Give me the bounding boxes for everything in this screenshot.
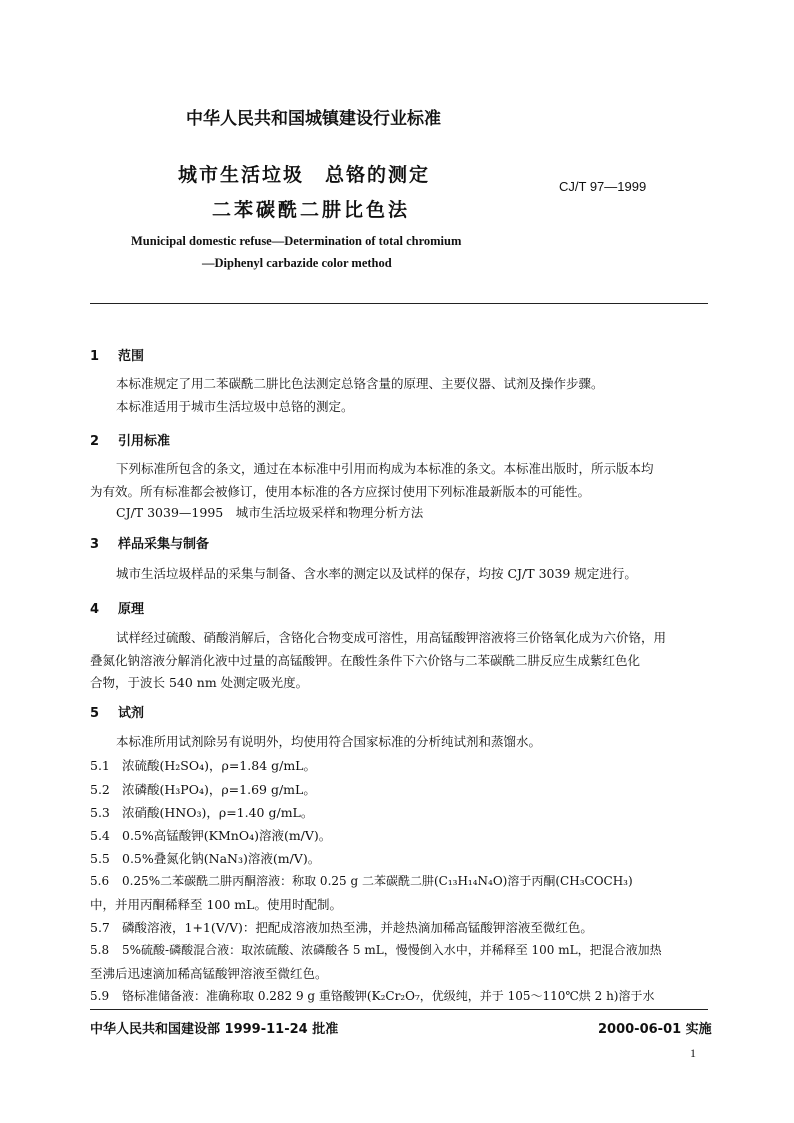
clause-text: 浓硫酸(H₂SO₄)，ρ=1.84 g/mL。 xyxy=(122,758,316,773)
clause-5-3 xyxy=(90,803,313,821)
clause-5-4 xyxy=(90,826,331,844)
section-number: 2 xyxy=(90,434,100,449)
section-title: 范围 xyxy=(118,349,145,364)
clause-text: 浓磷酸(H₃PO₄)，ρ=1.69 g/mL。 xyxy=(122,782,316,797)
section-4-line-2: 叠氮化钠溶液分解消化液中过量的高锰酸钾。在酸性条件下六价铬与二苯碳酰二肼反应生成紫红色化 xyxy=(90,653,641,668)
clause-5-5 xyxy=(90,849,320,867)
section-2-para-line-1: 下列标准所包含的条文，通过在本标准中引用而构成为本标准的条文。本标准出版时，所示版本均 xyxy=(116,461,654,476)
clause-5-7 xyxy=(90,918,593,936)
clause-text: 铬标准储备液：准确称取 0.282 9 g 重铬酸钾(K₂Cr₂O₇，优级纯，并于 105～110℃烘 2 h)溶于水 xyxy=(122,989,655,1003)
section-2-para-line-2: 为有效。所有标准都会被修订，使用本标准的各方应探讨使用下列标准最新版本的可能性。 xyxy=(90,484,591,499)
approval-line: 中华人民共和国建设部 1999-11-24 批准 xyxy=(90,1022,339,1037)
section-4-heading xyxy=(90,598,144,617)
section-number: 5 xyxy=(90,706,100,721)
referenced-standard: CJ/T 3039—1995 城市生活垃圾采样和物理分析方法 xyxy=(116,505,424,520)
section-4-line-3: 合物，于波长 540 nm 处测定吸光度。 xyxy=(90,675,309,690)
section-1-para-1: 本标准规定了用二苯碳酰二肼比色法测定总铬含量的原理、主要仪器、试剂及操作步骤。 xyxy=(116,376,604,391)
implementation-date: 2000-06-01 实施 xyxy=(598,1022,712,1037)
clause-5-6-cont: 中，并用丙酮稀释至 100 mL。使用时配制。 xyxy=(90,897,342,912)
clause-5-1 xyxy=(90,756,316,774)
clause-text: 浓硝酸(HNO₃)，ρ=1.40 g/mL。 xyxy=(122,805,314,820)
clause-number: 5.8 xyxy=(90,943,110,957)
clause-5-8 xyxy=(90,941,662,958)
clause-text: 0.5%高锰酸钾(KMnO₄)溶液(m/V)。 xyxy=(122,828,332,843)
english-title-line-2: —Diphenyl carbazide color method xyxy=(202,256,392,270)
clause-5-6 xyxy=(90,872,633,889)
standard-code: CJ/T 97—1999 xyxy=(559,179,647,194)
section-3-heading xyxy=(90,533,209,552)
clause-text: 5%硫酸-磷酸混合液：取浓硫酸、浓磷酸各 5 mL，慢慢倒入水中，并稀释至 100 mL，把混合液加热 xyxy=(122,943,662,957)
english-title-line-1: Municipal domestic refuse—Determination of total chromium xyxy=(131,234,462,248)
clause-text: 磷酸溶液，1+1(V/V)：把配成溶液加热至沸，并趁热滴加稀高锰酸钾溶液至微红色。 xyxy=(122,920,593,935)
section-title: 原理 xyxy=(118,602,145,617)
clause-number: 5.2 xyxy=(90,782,110,797)
clause-number: 5.9 xyxy=(90,989,110,1003)
clause-5-8-cont: 至沸后迅速滴加稀高锰酸钾溶液至微红色。 xyxy=(90,966,328,981)
clause-number: 5.7 xyxy=(90,920,110,935)
clause-number: 5.6 xyxy=(90,874,110,888)
clause-5-2 xyxy=(90,780,316,798)
clause-5-9 xyxy=(90,987,655,1004)
section-title: 引用标准 xyxy=(118,434,171,449)
clause-number: 5.5 xyxy=(90,851,110,866)
clause-text: 0.5%叠氮化钠(NaN₃)溶液(m/V)。 xyxy=(122,851,321,866)
section-number: 1 xyxy=(90,349,100,364)
section-5-heading xyxy=(90,702,144,721)
section-title: 样品采集与制备 xyxy=(118,537,210,552)
section-1-heading xyxy=(90,345,144,364)
section-1-para-2: 本标准适用于城市生活垃圾中总铬的测定。 xyxy=(116,399,354,414)
section-number: 3 xyxy=(90,537,100,552)
section-3-para: 城市生活垃圾样品的采集与制备、含水率的测定以及试样的保存，均按 CJ/T 3039 规定进行。 xyxy=(116,566,637,581)
clause-number: 5.1 xyxy=(90,758,110,773)
title-line-2: 二苯碳酰二肼比色法 xyxy=(212,199,411,221)
page-number: 1 xyxy=(690,1046,696,1060)
clause-text: 0.25%二苯碳酰二肼丙酮溶液：称取 0.25 g 二苯碳酰二肼(C₁₃H₁₄N₄O)溶于丙酮(CH₃COCH₃) xyxy=(122,874,633,888)
section-title: 试剂 xyxy=(118,706,145,721)
section-number: 4 xyxy=(90,602,100,617)
clause-number: 5.4 xyxy=(90,828,110,843)
footer-divider xyxy=(90,1009,708,1010)
section-4-line-1: 试样经过硫酸、硝酸消解后，含铬化合物变成可溶性，用高锰酸钾溶液将三价铬氧化成为六价铬，用 xyxy=(116,630,667,645)
section-5-intro: 本标准所用试剂除另有说明外，均使用符合国家标准的分析纯试剂和蒸馏水。 xyxy=(116,734,542,749)
standard-header: 中华人民共和国城镇建设行业标准 xyxy=(186,109,441,129)
clause-number: 5.3 xyxy=(90,805,110,820)
header-divider xyxy=(90,303,708,304)
title-line-1: 城市生活垃圾 总铬的测定 xyxy=(178,164,431,186)
section-2-heading xyxy=(90,430,170,449)
